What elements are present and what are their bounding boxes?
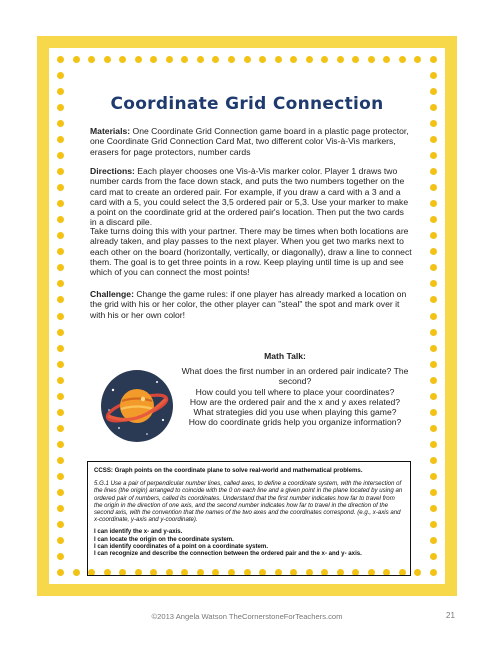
border-dot — [259, 56, 266, 63]
border-dot — [57, 264, 64, 271]
challenge-label: Challenge: — [90, 289, 134, 299]
border-dot — [430, 56, 437, 63]
border-dot — [57, 120, 64, 127]
border-dot — [73, 569, 80, 576]
math-talk-heading: Math Talk: — [264, 351, 306, 361]
border-dot — [57, 56, 64, 63]
materials-label: Materials: — [90, 126, 131, 136]
border-dot — [57, 232, 64, 239]
border-dot — [430, 313, 437, 320]
border-dot — [275, 56, 282, 63]
border-dot — [430, 505, 437, 512]
border-dot — [228, 56, 235, 63]
border-dot — [430, 216, 437, 223]
can-statement: I can identify coordinates of a point on a coordinate system. — [94, 542, 269, 550]
border-dot — [57, 152, 64, 159]
can-statement: I can identify the x- and y-axis. — [94, 528, 183, 536]
border-dot — [57, 409, 64, 416]
materials-text: One Coordinate Grid Connection game board in a plastic page protector, one Coordinate Grid Connection Card Mat, two different color Vis-à-Vis markers, erasers for page protectors, number cards — [90, 126, 409, 157]
page-number: 21 — [446, 611, 455, 620]
border-dot — [166, 56, 173, 63]
border-dot — [57, 425, 64, 432]
border-dot — [430, 425, 437, 432]
border-dot — [57, 569, 64, 576]
border-dot — [430, 152, 437, 159]
border-dot — [430, 377, 437, 384]
border-dot — [181, 56, 188, 63]
directions-text: Each player chooses one Vis-à-Vis marker color. Player 1 draws two number cards from the face down stack, and puts the two numbers together on the card mat to create an ordered pair. For example, if you draw a card with a 3 and a card with a 5, you could select the 3,5 ordered pair or 5,3. Use your marker to make a point on the coordinate grid at the ordered pair's location. Then put the two cards in a discard pile. — [90, 166, 409, 228]
border-dot — [57, 216, 64, 223]
border-dot — [57, 553, 64, 560]
border-dot — [430, 441, 437, 448]
turns-paragraph: Take turns doing this with your partner. There may be times when both locations are already taken, and play passes to the next player. When you get two marks next to each other on the board (horizontally, vertically, or diagonally), draw a line to connect them. The goal is to get three points in a row. Keep playing until time is up and see which of you can connect the most points! — [90, 226, 412, 278]
footer-credit: ©2013 Angela Watson TheCornerstoneForTeachers.com — [151, 612, 343, 621]
border-dot — [57, 521, 64, 528]
challenge-paragraph — [90, 289, 412, 320]
border-dot — [150, 56, 157, 63]
border-dot — [57, 441, 64, 448]
border-dot — [57, 200, 64, 207]
directions-paragraph — [90, 166, 412, 228]
ccss-box — [87, 461, 411, 576]
border-dot — [57, 184, 64, 191]
border-dot — [430, 521, 437, 528]
border-dot — [383, 56, 390, 63]
border-dot — [57, 457, 64, 464]
challenge-text: Change the game rules: if one player has already marked a location on the grid with his or her color, the other player can "steal" the spot and mark over it with his or her own color! — [90, 289, 407, 320]
page-frame — [37, 36, 457, 596]
border-dot — [57, 473, 64, 480]
ccss-standard: 5.G.1 Use a pair of perpendicular number lines, called axes, to define a coordinate system, with the intersection of the lines (the origin) arranged to coincide with the 0 on each line and a given point in the plane located by using an ordered pair of numbers, called its coordinates. Understand that the first number indicates how far to travel from the origin in the direction of one axis, and the second number indicates how far to travel in the direction of the second axis, with the convention that the names of the two axes and the coordinates correspond. (e.g., x-axis and x-coordinate, y-axis and y-coordinate). — [94, 480, 403, 524]
border-dot — [414, 56, 421, 63]
border-dot — [430, 361, 437, 368]
border-dot — [430, 473, 437, 480]
border-dot — [57, 296, 64, 303]
border-dot — [430, 329, 437, 336]
border-dot — [337, 56, 344, 63]
math-talk-question: How are the ordered pair and the x and y axes related? — [189, 396, 401, 407]
border-dot — [88, 56, 95, 63]
border-dot — [57, 168, 64, 175]
math-talk-question: What does the first number in an ordered pair indicate? The second? — [181, 366, 409, 387]
border-dot — [430, 569, 437, 576]
border-dot — [57, 505, 64, 512]
border-dot — [57, 248, 64, 255]
planet-icon — [99, 368, 175, 444]
border-dot — [57, 72, 64, 79]
border-dot — [244, 56, 251, 63]
border-dot — [430, 168, 437, 175]
border-dot — [57, 537, 64, 544]
border-dot — [430, 232, 437, 239]
border-dot — [57, 361, 64, 368]
border-dot — [430, 264, 437, 271]
border-dot — [430, 280, 437, 287]
border-dot — [430, 489, 437, 496]
border-dot — [104, 56, 111, 63]
border-dot — [321, 56, 328, 63]
border-dot — [430, 184, 437, 191]
border-dot — [135, 56, 142, 63]
border-dot — [57, 489, 64, 496]
border-dot — [430, 553, 437, 560]
border-dot — [57, 136, 64, 143]
ccss-heading: CCSS: Graph points on the coordinate plane to solve real-world and mathematical problems. — [94, 467, 363, 474]
math-talk-question: How could you tell where to place your coordinates? — [195, 386, 395, 397]
border-dot — [57, 329, 64, 336]
border-dot — [430, 296, 437, 303]
border-dot — [414, 569, 421, 576]
border-dot — [197, 56, 204, 63]
page-title: Coordinate Grid Connection — [110, 94, 384, 114]
math-talk-question: What strategies did you use when playing this game? — [193, 407, 397, 418]
math-talk-questions — [179, 366, 411, 428]
directions-label: Directions: — [90, 166, 135, 176]
can-statement: I can locate the origin on the coordinate system. — [94, 535, 234, 543]
can-statement: I can recognize and describe the connection between the ordered pair and the x- and y- axis. — [94, 550, 362, 558]
border-dot — [430, 248, 437, 255]
border-dot — [57, 377, 64, 384]
border-dot — [352, 56, 359, 63]
border-dot — [73, 56, 80, 63]
border-dot — [57, 313, 64, 320]
border-dot — [430, 72, 437, 79]
border-dot — [430, 409, 437, 416]
border-dot — [119, 56, 126, 63]
border-dot — [399, 56, 406, 63]
border-dot — [212, 56, 219, 63]
math-talk-question: How do coordinate grids help you organize information? — [188, 417, 402, 428]
border-dot — [430, 120, 437, 127]
border-dot — [290, 56, 297, 63]
materials-paragraph — [90, 126, 412, 157]
border-dot — [306, 56, 313, 63]
can-statements — [94, 528, 404, 557]
content-panel — [49, 48, 445, 584]
border-dot — [57, 393, 64, 400]
border-dot — [57, 280, 64, 287]
border-dot — [430, 457, 437, 464]
border-dot — [430, 393, 437, 400]
border-dot — [430, 537, 437, 544]
border-dot — [430, 200, 437, 207]
border-dot — [430, 136, 437, 143]
border-dot — [368, 56, 375, 63]
